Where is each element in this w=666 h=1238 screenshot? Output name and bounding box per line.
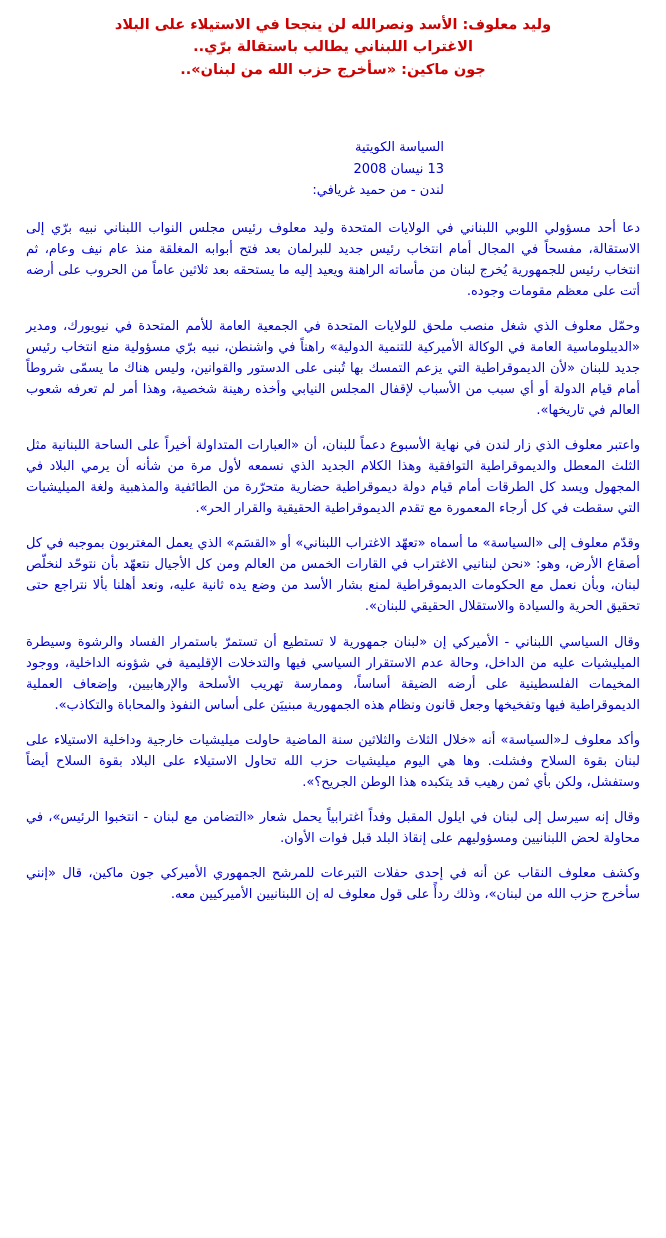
paragraph: وكشف معلوف النقاب عن أنه في إحدى حفلات التبرعات للمرشح الجمهوري الأميركي جون ماكين، قال «إنني سأخرج حزب الله من لبنان»، وذلك ردأً على قول معلوف له إن اللبنانيين الأميركيين معه. (26, 865, 640, 902)
paragraph: وحمّل معلوف الذي شغل منصب ملحق للولايات المتحدة في الجمعية العامة للأمم المتحدة في نيويورك، ومدير «الديبلوماسية العامة في الوكالة الأميركية للتنمية الدولية» راهناً في واشنطن، نبيه برّي مسؤولية منع انتخاب رئيس جديد للبنان «لأن الديموقراطية التي يزعم التمسك بها تُبنى على الدستور والقوانين، وليس هناك ما يسمّى شروطاً أمام قيام الدولة أو أي سبب من الأسباب لإقفال المجلس النيابي وأخذه رهينة شخصية، وهذا أمر لم تعرفه شعوب العالم في تاريخها». (26, 318, 640, 419)
paragraph: وقال إنه سيرسل إلى لبنان في ايلول المقبل وفداً اغترابياً يحمل شعار «التضامن مع لبنان - انتخبوا الرئيس»، في محاولة لحض اللبنانيين ومسؤوليهم على إنقاذ البلد قبل فوات الأوان. (26, 809, 640, 846)
paragraph: وقال السياسي اللبناني - الأميركي إن «لبنان جمهورية لا تستطيع أن تستمرّ باستمرار الفساد والرشوة وسيطرة الميليشيات عليه من الداخل، وحالة عدم الاستقرار السياسي فيها والتدخلات الإقليمية في شؤونه الداخلية، ووجود المخيمات الفلسطينية على أرضه الضيقة أساساً، وممارسة تهريب الأسلحة والإرهابيين، وإضعاف العملية الديموقراطية فيها وتفخيخها وجعل قانون ونظام هذه الجمهورية مبنييَن على أساس النفوذ والمحاباة والتكاذب». (26, 634, 640, 713)
article-body (26, 218, 640, 905)
byline: لندن - من حميد غريافي: (312, 183, 444, 199)
headline-block (26, 14, 640, 81)
paragraph: واعتبر معلوف الذي زار لندن في نهاية الأسبوع دعماً للبنان، أن «العبارات المتداولة أخيراً على الساحة اللبنانية مثل الثلث المعطل والديموقراطية التوافقية وهذا الكلام الجديد الذي نسمعه لأول مرة من شأنه أن يرمي البلاد في المجهول ويسد كل الطرقات أمام قيام دولة ديموقراطية حضارية متحرّرة من الطائفية والمذهبية ولغة الميليشيات التي سقطت في كل أرجاء المعمورة مع تقدم الديموقراطية الحقيقية والقرار الحر». (26, 438, 640, 517)
publication-date: 13 نيسان 2008 (353, 161, 444, 177)
headline-line-3: جون ماكين: «سأخرج حزب الله من لبنان».. (180, 61, 486, 78)
headline-line-1: وليد معلوف: الأسد ونصرالله لن ينجحا في الاستيلاء على البلاد (114, 17, 552, 33)
headline-line-2: الاغتراب اللبناني يطالب باستقالة برّي.. (193, 39, 473, 56)
paragraph: وأكد معلوف لـ«السياسة» أنه «خلال الثلاث والثلاثين سنة الماضية حاولت ميليشيات خارجية وداخلية الاستيلاء على لبنان بقوة السلاح وفشلت. وها هي اليوم ميليشيات حزب الله تحاول الاستيلاء على البلاد بقوة السلاح أيضاً وستفشل، ولكن بأي ثمن رهيب قد يتكبده هذا الوطن الجريح؟». (26, 732, 640, 790)
meta-spacer (26, 202, 640, 218)
source-name: السياسة الكويتية (355, 140, 444, 156)
article-meta (26, 137, 640, 201)
paragraph: دعا أحد مسؤولي اللوبي اللبناني في الولايات المتحدة وليد معلوف رئيس مجلس النواب اللبناني نبيه برّي إلى الاستقالة، مفسحاً في المجال أمام انتخاب رئيس جديد للبرلمان بعد فتح أبوابه المغلقة منذ عام نيف وعام، ثم انتخاب رئيس للجمهورية يُخرج لبنان من مأساته الراهنة ويعيد إليه ما يستحقه بعد ثلاثين عاماً من الحروب على أرضه أتت على معظم مقومات وجوده. (26, 220, 640, 299)
paragraph: وقدّم معلوف إلى «السياسة» ما أسماه «تعهّد الاغتراب اللبناني» أو «القسَم» الذي يعمل المغتربون بموجبه في كل أصقاع الأرض، وهو: «نحن لبنانيي الاغتراب في القارات الخمس من العالم ومن كل الأجيال نتعهّد بأن نتوحّد لنخلّص لبنان، وبأن نعمل مع الحكومات الديموقراطية لمنع بشار الأسد من وضع يده ثانية عليه، ونعد أهلنا بألا نتراجع حتى تحقيق الحرية والسيادة والاستقلال الحقيقي للبنان». (26, 536, 640, 615)
headline-spacer (26, 81, 640, 137)
